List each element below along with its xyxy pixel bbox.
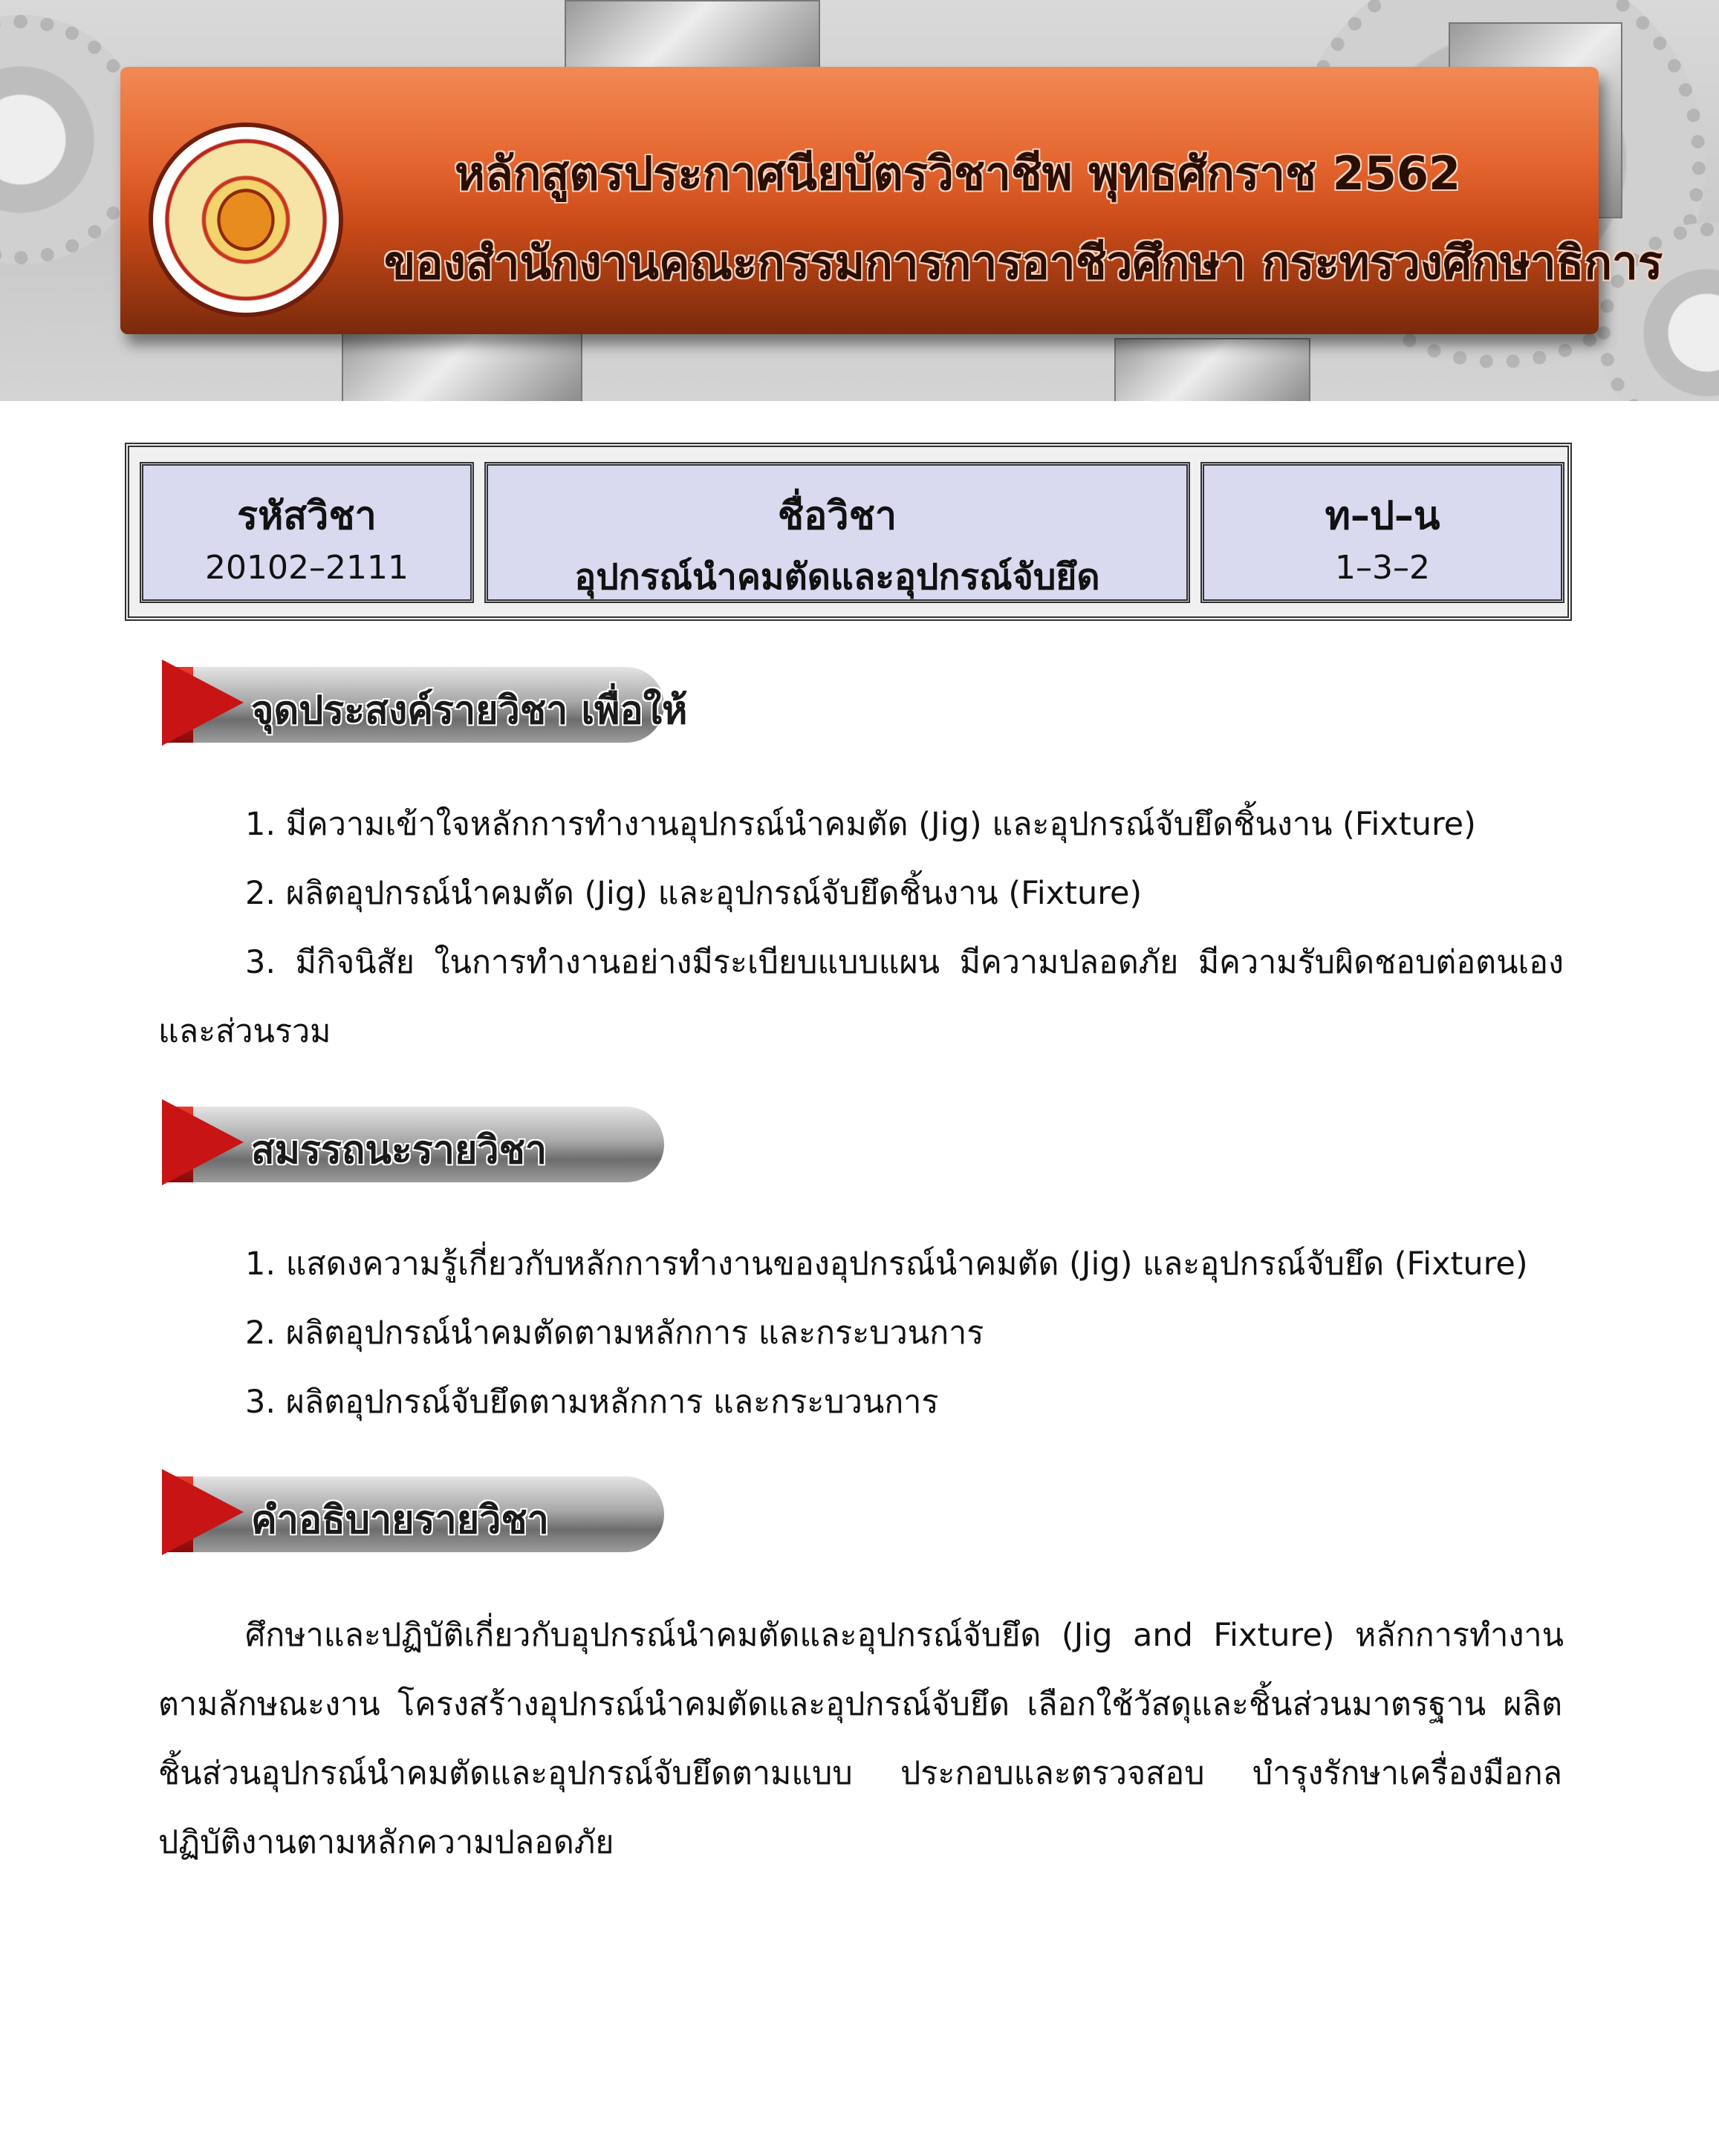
competencies-heading: สมรรถนะรายวิชา	[251, 1128, 547, 1173]
course-name: อุปกรณ์นำคมตัดและอุปกรณ์จับยึด	[574, 556, 1100, 598]
arrow-icon	[162, 659, 244, 746]
description-section-header	[162, 1469, 664, 1555]
description-line: ปฏิบัติงานตามหลักความปลอดภัย	[158, 1824, 614, 1861]
machine-image	[565, 0, 820, 70]
description-heading: คำอธิบายรายวิชา	[251, 1498, 549, 1543]
arrow-icon	[162, 1469, 244, 1555]
course-name-cell	[484, 462, 1190, 603]
objectives-section-header	[162, 659, 688, 746]
course-hours-header: ท–ป–น	[1325, 494, 1440, 538]
competencies-section-header	[162, 1099, 664, 1185]
vocational-commission-logo	[149, 123, 343, 317]
course-code: 20102–2111	[205, 549, 409, 587]
objective-item-continuation: และส่วนรวม	[158, 1013, 331, 1050]
banner-title-line1: หลักสูตรประกาศนียบัตรวิชาชีพ พุทธศักราช 2562	[455, 146, 1461, 201]
course-info-table	[125, 443, 1572, 621]
banner-title-line2: ของสำนักงานคณะกรรมการการอาชีวศึกษา กระทรวงศึกษาธิการ	[384, 235, 1663, 290]
course-code-header: รหัสวิชา	[237, 494, 377, 538]
course-code-cell	[140, 462, 474, 603]
machine-image	[1114, 338, 1310, 401]
description-line: ศึกษาและปฏิบัติเกี่ยวกับอุปกรณ์นำคมตัดและอุปกรณ์จับยึด (Jig and Fixture) หลักการทำงาน	[245, 1617, 1564, 1654]
objective-item: 1. มีความเข้าใจหลักการทำงานอุปกรณ์นำคมตัด (Jig) และอุปกรณ์จับยึดชิ้นงาน (Fixture)	[245, 806, 1476, 843]
arrow-icon	[162, 1099, 244, 1185]
course-hours: 1–3–2	[1335, 549, 1430, 587]
competency-item: 1. แสดงความรู้เกี่ยวกับหลักการทำงานของอุปกรณ์นำคมตัด (Jig) และอุปกรณ์จับยึด (Fixture)	[245, 1245, 1528, 1283]
course-hours-cell	[1200, 462, 1564, 603]
competency-item: 2. ผลิตอุปกรณ์นำคมตัดตามหลักการ และกระบวนการ	[245, 1315, 984, 1352]
course-name-header: ชื่อวิชา	[777, 494, 897, 538]
objective-item: 2. ผลิตอุปกรณ์นำคมตัด (Jig) และอุปกรณ์จับยึดชิ้นงาน (Fixture)	[245, 875, 1143, 912]
objective-item: 3. มีกิจนิสัย ในการทำงานอย่างมีระเบียบแบบแผน มีความปลอดภัย มีความรับผิดชอบต่อตนเอง	[245, 944, 1564, 981]
description-line: ตามลักษณะงาน โครงสร้างอุปกรณ์นำคมตัดและอุปกรณ์จับยึด เลือกใช้วัสดุและชิ้นส่วนมาตรฐาน ผลิต	[158, 1686, 1562, 1723]
competency-item: 3. ผลิตอุปกรณ์จับยึดตามหลักการ และกระบวนการ	[245, 1384, 939, 1421]
machine-image	[342, 327, 582, 401]
description-line: ชิ้นส่วนอุปกรณ์นำคมตัดและอุปกรณ์จับยึดตามแบบ ประกอบและตรวจสอบ บำรุงรักษาเครื่องมือกล	[158, 1755, 1562, 1792]
objectives-heading: จุดประสงค์รายวิชา เพื่อให้	[251, 688, 688, 733]
emblem-icon	[201, 172, 290, 268]
title-banner	[120, 67, 1663, 334]
